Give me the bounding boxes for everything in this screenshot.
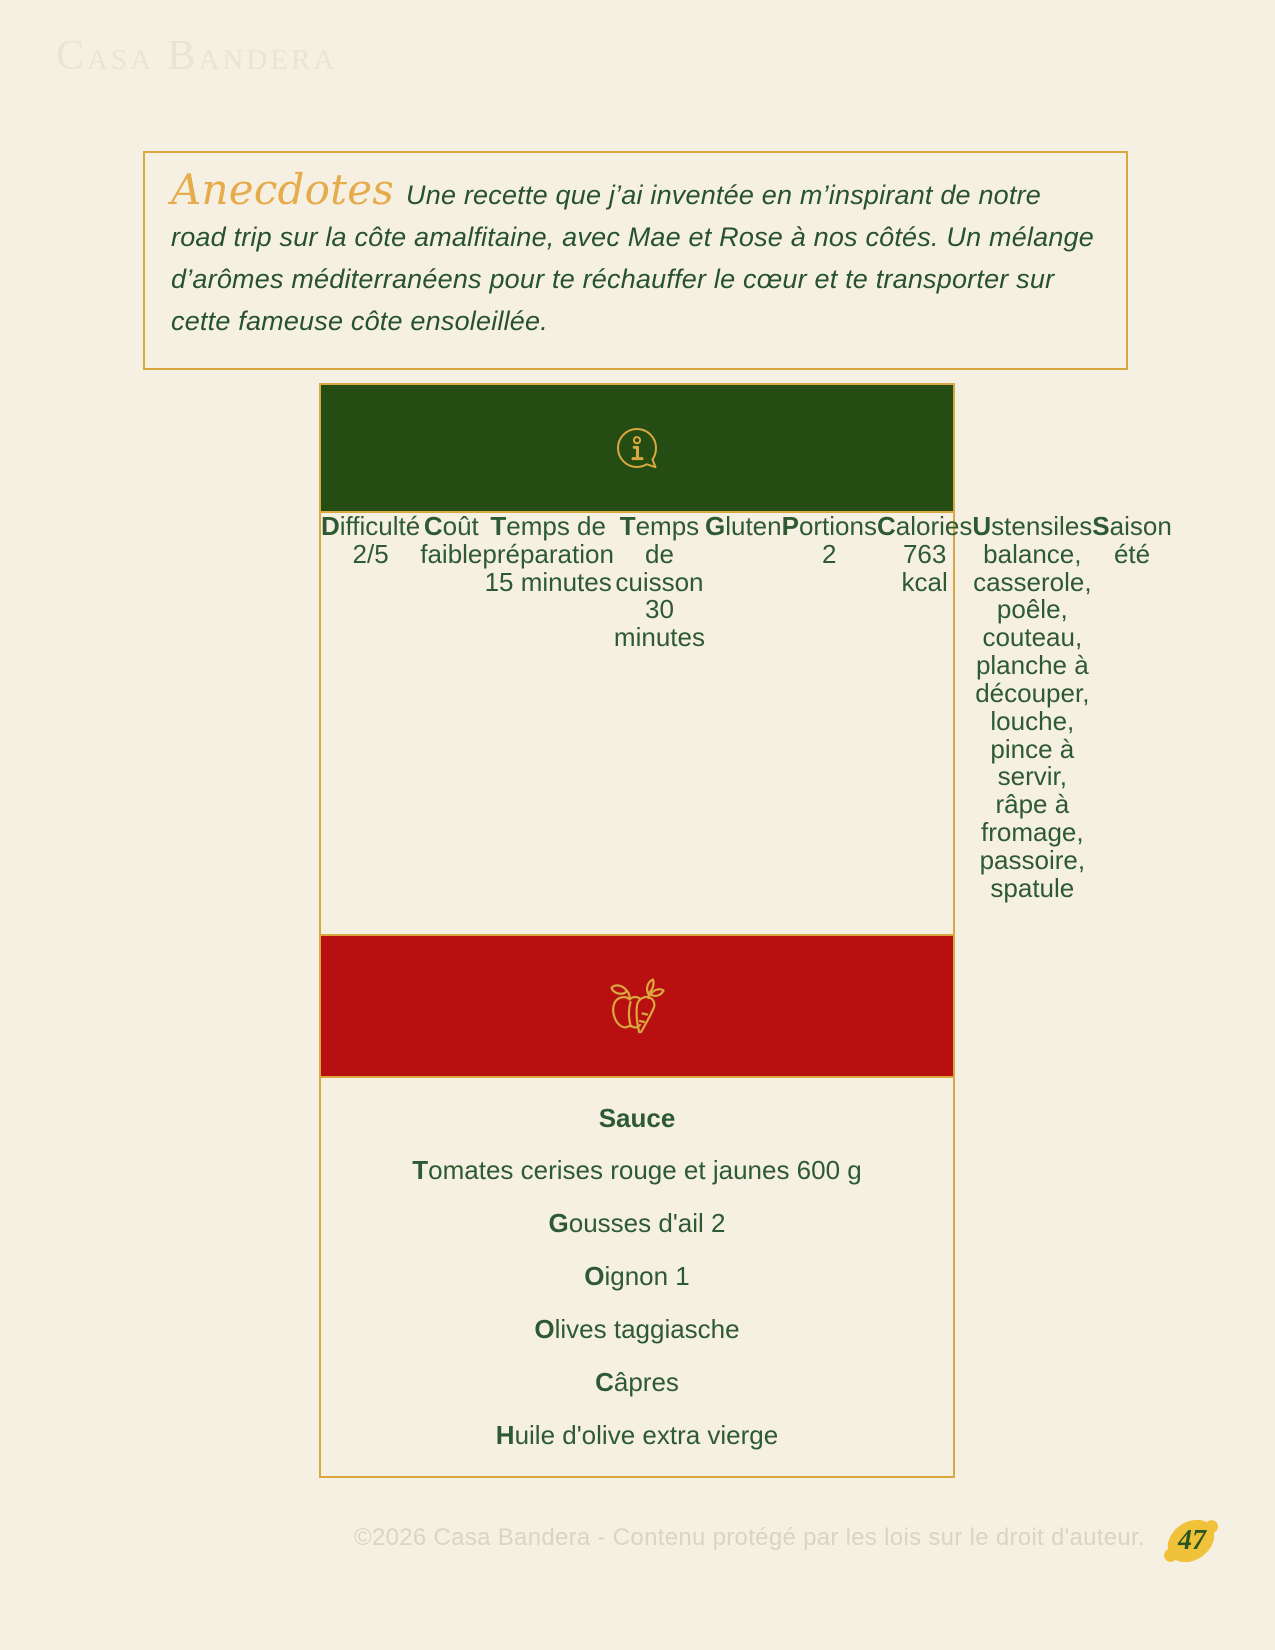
anecdote-body: Une recette que j’ai inventée en m’inspirant de notre road trip sur la côte amalfitaine, avec Mae et Rose à nos côtés. Un mélange d’arômes méditerranéens pour te réchauffer le cœur et te transporter sur cette fameuse côte ensoleillée. [171,180,1094,336]
apple-carrot-icon [604,975,670,1037]
ingredients-section [319,1078,955,1478]
page-number: 47 [1178,1525,1206,1556]
info-item: Ustensiles balance, casserole, poêle, couteau, planche à découper, louche, pince à servir, râpe à fromage, passoire, spatule [972,511,1093,903]
info-item: Gluten [704,511,782,541]
ingredient-item: Olives taggiasche [534,1313,740,1344]
brand-title: Casa Bandera [56,33,338,79]
ingredient-item: Tomates cerises rouge et jaunes 600 g [412,1155,862,1186]
ingredient-item: Gousses d'ail 2 [548,1208,726,1239]
ingredient-item: Câpres [595,1366,679,1397]
info-item: Difficulté 2/5 [321,511,421,569]
info-item: Temps de préparation 15 minutes [482,511,614,597]
copyright-text: ©2026 Casa Bandera - Contenu protégé par les lois sur le droit d'auteur. [354,1524,1145,1551]
anecdote-text [171,165,1096,342]
info-item: Calories 763 kcal [876,511,973,597]
info-section [319,511,1172,934]
info-item: Coût faible [420,511,483,569]
info-item: Saison été [1092,511,1172,569]
ingredient-item: Oignon 1 [584,1261,690,1292]
ingredients-group-title: Sauce [598,1102,676,1133]
info-header-band [319,383,955,513]
recipe-card [319,383,1172,1478]
info-item: Temps de cuisson 30 minutes [613,511,705,653]
info-item: Portions 2 [781,511,877,569]
anecdote-box [143,151,1128,370]
info-speech-bubble-icon [613,424,661,472]
ingredient-item: Huile d'olive extra vierge [495,1419,779,1450]
anecdote-label: Anecdotes [171,165,395,214]
ingredients-header-band [319,934,955,1078]
page-number-badge [1158,1508,1224,1574]
